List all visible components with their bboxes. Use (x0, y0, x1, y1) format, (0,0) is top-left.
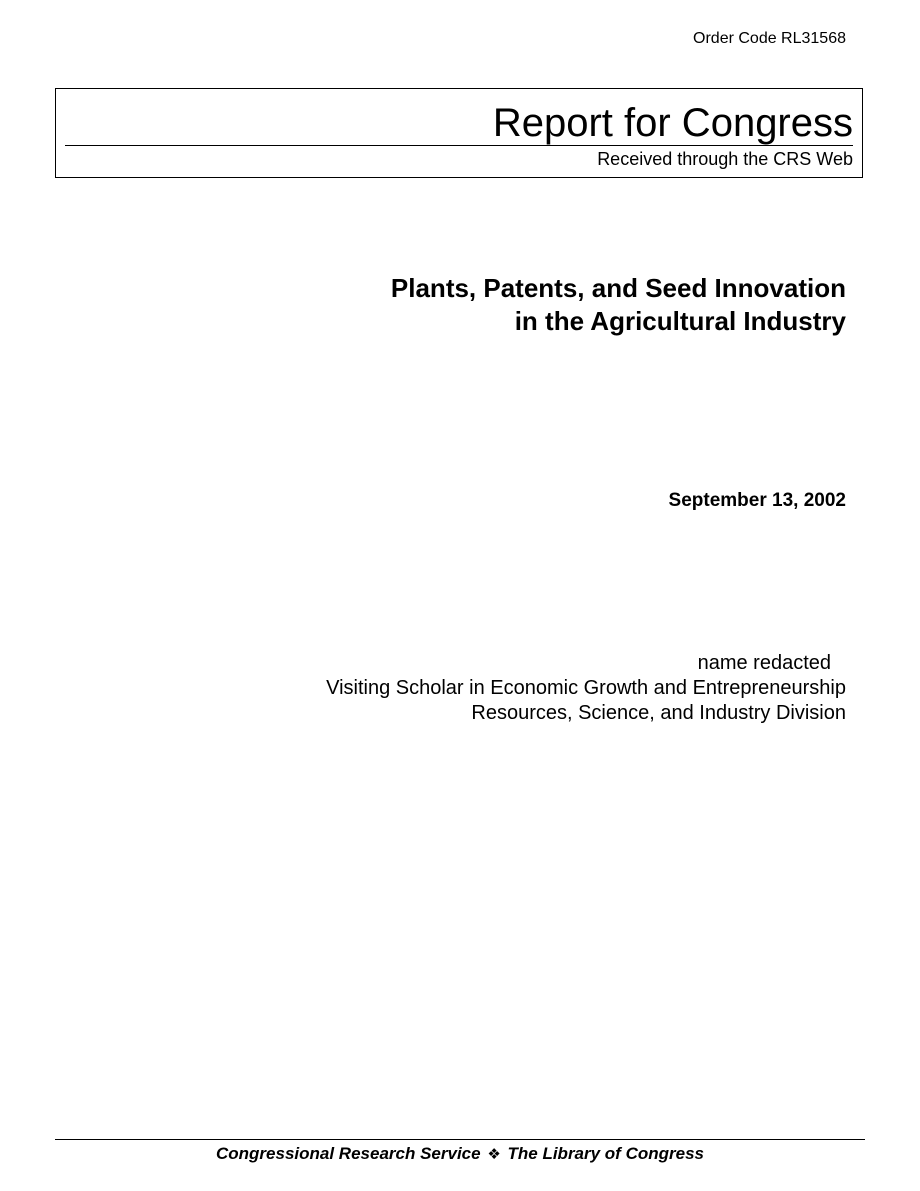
document-title-line-1: Plants, Patents, and Seed Innovation (390, 273, 846, 303)
footer (0, 1143, 920, 1165)
diamond-ornament-icon: ❖ (487, 1145, 501, 1163)
author-block (326, 651, 846, 726)
banner-divider (65, 145, 853, 146)
footer-left-text: Congressional Research Service (216, 1144, 481, 1163)
order-code: Order Code RL31568 (693, 30, 846, 47)
report-banner (55, 88, 863, 178)
banner-title: Report for Congress (492, 101, 853, 145)
document-date: September 13, 2002 (668, 490, 846, 511)
author-name: name redacted (697, 652, 831, 674)
footer-right-text: The Library of Congress (507, 1144, 704, 1163)
author-position: Visiting Scholar in Economic Growth and Entrepreneurship (326, 677, 846, 699)
author-division: Resources, Science, and Industry Division (471, 702, 846, 724)
banner-subtitle: Received through the CRS Web (597, 149, 853, 169)
document-title-line-2: in the Agricultural Industry (514, 306, 846, 336)
footer-divider (55, 1139, 865, 1140)
document-title (391, 272, 846, 338)
